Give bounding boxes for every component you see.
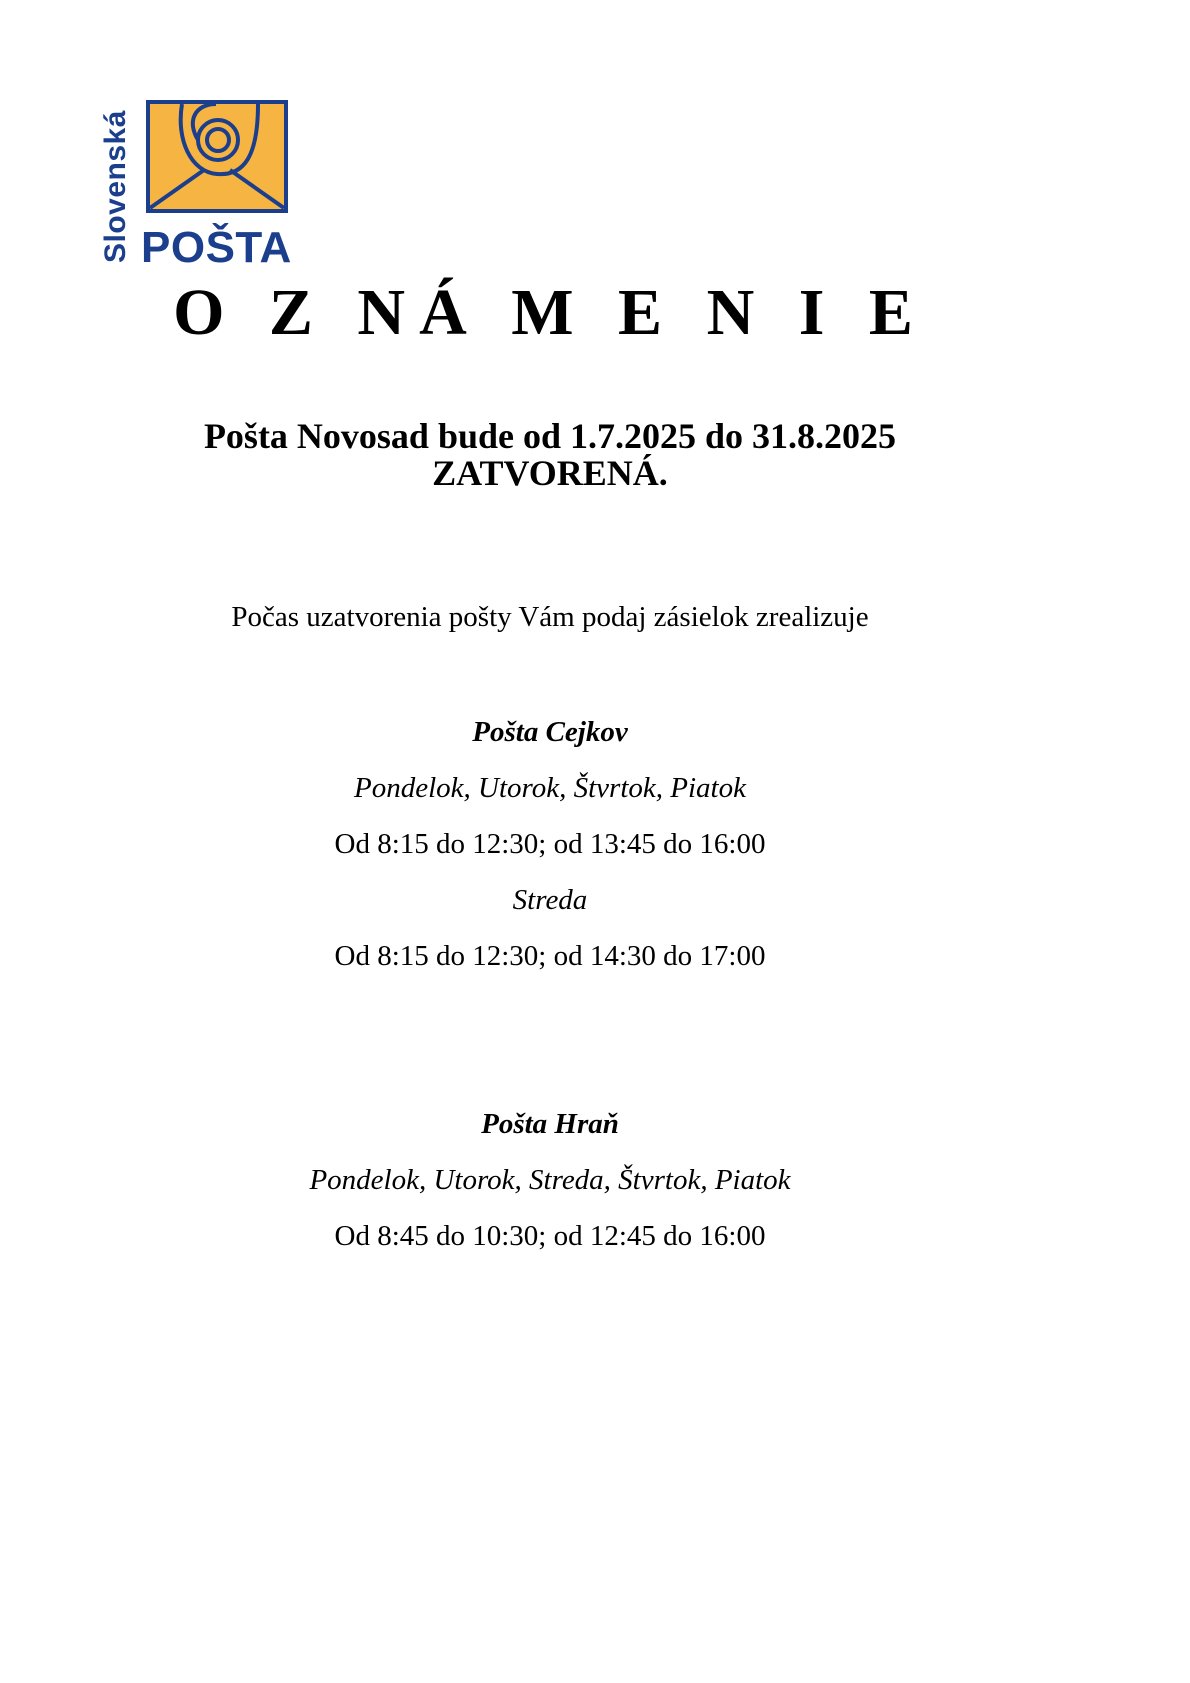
logo-brand-text: POŠTA	[141, 223, 292, 272]
office-cejkov	[0, 704, 1100, 984]
schedule-days: Pondelok, Utorok, Štvrtok, Piatok	[354, 772, 746, 804]
schedule-hours: Od 8:15 do 12:30; od 13:45 do 16:00	[334, 828, 766, 860]
office-name: Pošta Hraň	[481, 1108, 619, 1140]
office-hran	[0, 1096, 1100, 1264]
schedule-days: Streda	[512, 884, 588, 916]
closure-notice	[0, 418, 1100, 492]
schedule-days: Pondelok, Utorok, Streda, Štvrtok, Piatok	[309, 1164, 791, 1196]
logo-vertical-text: Slovenská	[99, 110, 132, 263]
schedule-hours: Od 8:15 do 12:30; od 14:30 do 17:00	[334, 940, 766, 972]
closure-line-1: Pošta Novosad bude od 1.7.2025 do 31.8.2025	[203, 416, 897, 456]
intro-text: Počas uzatvorenia pošty Vám podaj zásielok zrealizuje	[231, 601, 869, 633]
closure-line-2: ZATVORENÁ.	[432, 453, 668, 493]
posthorn-envelope-icon	[146, 100, 288, 213]
schedule-hours: Od 8:45 do 10:30; od 12:45 do 16:00	[334, 1220, 766, 1252]
office-name: Pošta Cejkov	[472, 716, 628, 748]
page-title: O Z NÁ M E N I E	[173, 276, 927, 349]
